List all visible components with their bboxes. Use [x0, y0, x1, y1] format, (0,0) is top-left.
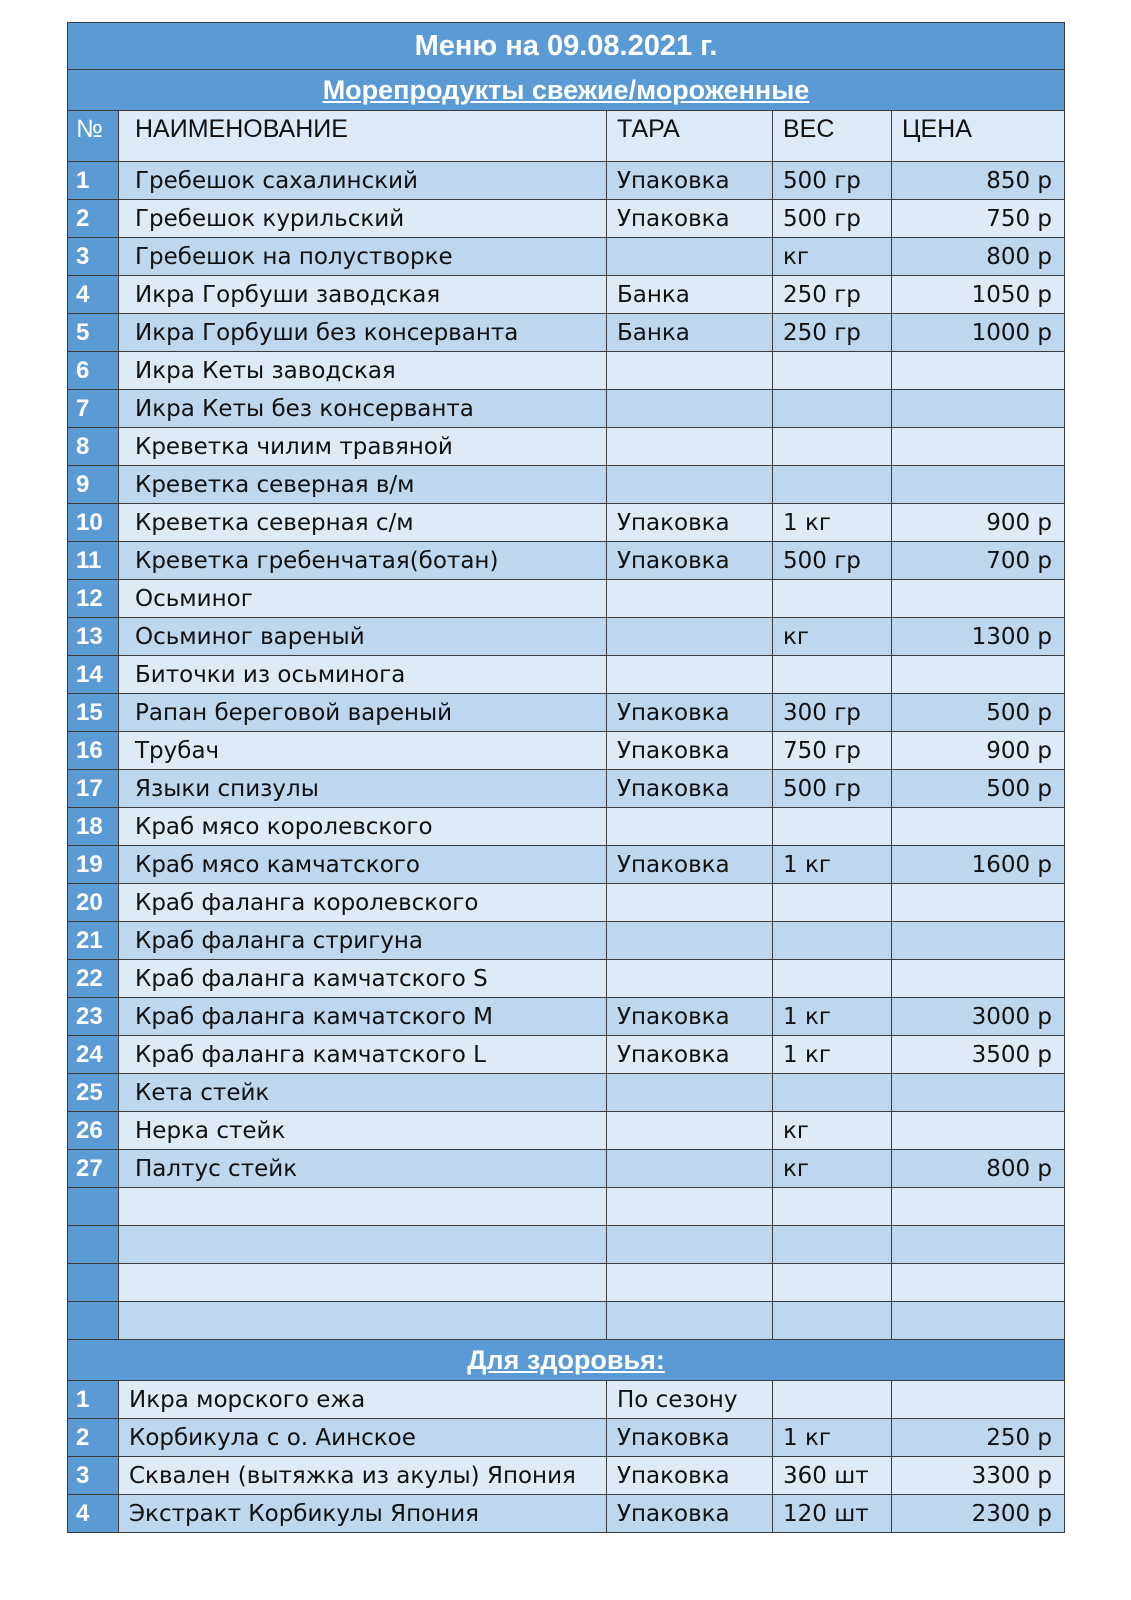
item-name: [119, 1302, 607, 1340]
item-weight: [773, 1381, 892, 1419]
item-name: Рапан береговой вареный: [119, 694, 607, 732]
item-tara: [607, 960, 773, 998]
item-number: 4: [68, 1495, 119, 1533]
item-price: 500 р: [892, 694, 1065, 732]
item-tara: [607, 466, 773, 504]
item-weight: кг: [773, 238, 892, 276]
item-tara: [607, 1074, 773, 1112]
item-price: 250 р: [892, 1419, 1065, 1457]
item-name: Осьминог: [119, 580, 607, 618]
item-weight: 1 кг: [773, 998, 892, 1036]
item-weight: [773, 1302, 892, 1340]
item-weight: 120 шт: [773, 1495, 892, 1533]
item-number: 14: [68, 656, 119, 694]
column-header-tara: ТАРА: [607, 111, 773, 162]
item-tara: Упаковка: [607, 162, 773, 200]
item-price: 1600 р: [892, 846, 1065, 884]
section1-heading-row: [68, 70, 1065, 111]
item-price: 750 р: [892, 200, 1065, 238]
table-row: [68, 504, 1065, 542]
item-weight: [773, 466, 892, 504]
item-name: Трубач: [119, 732, 607, 770]
table-row: [68, 1302, 1065, 1340]
column-header-name: НАИМЕНОВАНИЕ: [119, 111, 607, 162]
table-row: [68, 1188, 1065, 1226]
item-tara: [607, 580, 773, 618]
item-price: [892, 1264, 1065, 1302]
item-price: [892, 1074, 1065, 1112]
item-price: [892, 808, 1065, 846]
item-weight: кг: [773, 618, 892, 656]
item-price: 700 р: [892, 542, 1065, 580]
item-number: 5: [68, 314, 119, 352]
item-weight: кг: [773, 1150, 892, 1188]
item-price: 1000 р: [892, 314, 1065, 352]
table-row: [68, 314, 1065, 352]
section1-heading: Морепродукты свежие/мороженные: [68, 70, 1065, 111]
item-tara: Упаковка: [607, 1457, 773, 1495]
item-weight: 250 гр: [773, 276, 892, 314]
item-name: Биточки из осьминога: [119, 656, 607, 694]
item-number: 19: [68, 846, 119, 884]
item-tara: Упаковка: [607, 504, 773, 542]
item-price: 1050 р: [892, 276, 1065, 314]
item-weight: 500 гр: [773, 200, 892, 238]
item-name: Гребешок курильский: [119, 200, 607, 238]
item-price: 900 р: [892, 504, 1065, 542]
item-number: 18: [68, 808, 119, 846]
item-number: 26: [68, 1112, 119, 1150]
item-weight: [773, 352, 892, 390]
item-weight: [773, 808, 892, 846]
item-weight: [773, 656, 892, 694]
item-number: [68, 1302, 119, 1340]
title-row: [68, 23, 1065, 70]
item-price: 800 р: [892, 238, 1065, 276]
item-tara: [607, 238, 773, 276]
item-tara: Упаковка: [607, 846, 773, 884]
item-tara: [607, 922, 773, 960]
item-price: [892, 466, 1065, 504]
item-weight: [773, 1264, 892, 1302]
table-row: [68, 1264, 1065, 1302]
item-tara: [607, 352, 773, 390]
item-number: 21: [68, 922, 119, 960]
item-name: [119, 1188, 607, 1226]
item-weight: [773, 960, 892, 998]
table-row: [68, 922, 1065, 960]
table-row: [68, 770, 1065, 808]
item-tara: [607, 1112, 773, 1150]
item-name: Икра морского ежа: [119, 1381, 607, 1419]
item-number: 6: [68, 352, 119, 390]
item-number: 1: [68, 162, 119, 200]
item-tara: По сезону: [607, 1381, 773, 1419]
item-number: 13: [68, 618, 119, 656]
item-price: [892, 1381, 1065, 1419]
item-name: Икра Кеты без консерванта: [119, 390, 607, 428]
item-price: [892, 352, 1065, 390]
table-row: [68, 808, 1065, 846]
item-number: [68, 1226, 119, 1264]
item-tara: [607, 808, 773, 846]
item-price: [892, 960, 1065, 998]
item-tara: Упаковка: [607, 1419, 773, 1457]
item-name: Креветка северная с/м: [119, 504, 607, 542]
item-name: Корбикула с о. Аинское: [119, 1419, 607, 1457]
item-number: 1: [68, 1381, 119, 1419]
table-row: [68, 276, 1065, 314]
item-name: Языки спизулы: [119, 770, 607, 808]
item-weight: [773, 922, 892, 960]
item-number: 4: [68, 276, 119, 314]
item-tara: Упаковка: [607, 770, 773, 808]
table-row: [68, 656, 1065, 694]
item-name: Краб фаланга королевского: [119, 884, 607, 922]
item-price: [892, 580, 1065, 618]
item-number: 10: [68, 504, 119, 542]
item-number: 15: [68, 694, 119, 732]
item-name: Креветка чилим травяной: [119, 428, 607, 466]
table-row: [68, 1495, 1065, 1533]
item-name: Сквален (вытяжка из акулы) Япония: [119, 1457, 607, 1495]
column-header-ves: ВЕС: [773, 111, 892, 162]
item-name: Краб фаланга камчатского S: [119, 960, 607, 998]
item-name: Краб фаланга стригуна: [119, 922, 607, 960]
item-tara: [607, 1264, 773, 1302]
item-tara: Упаковка: [607, 998, 773, 1036]
item-number: 12: [68, 580, 119, 618]
page-title: Меню на 09.08.2021 г.: [68, 23, 1065, 70]
table-row: [68, 352, 1065, 390]
item-number: 17: [68, 770, 119, 808]
item-tara: Банка: [607, 314, 773, 352]
item-number: 11: [68, 542, 119, 580]
item-weight: 1 кг: [773, 1036, 892, 1074]
table-row: [68, 1381, 1065, 1419]
item-weight: [773, 884, 892, 922]
item-name: Креветка северная в/м: [119, 466, 607, 504]
item-tara: [607, 884, 773, 922]
item-weight: кг: [773, 1112, 892, 1150]
item-name: [119, 1226, 607, 1264]
item-name: Икра Горбуши заводская: [119, 276, 607, 314]
item-name: Икра Горбуши без консерванта: [119, 314, 607, 352]
item-weight: 360 шт: [773, 1457, 892, 1495]
item-price: 500 р: [892, 770, 1065, 808]
section2-heading-row: [68, 1340, 1065, 1381]
item-tara: [607, 1150, 773, 1188]
item-price: [892, 922, 1065, 960]
item-tara: [607, 618, 773, 656]
item-weight: [773, 1226, 892, 1264]
item-tara: [607, 1226, 773, 1264]
item-name: Палтус стейк: [119, 1150, 607, 1188]
table-row: [68, 200, 1065, 238]
item-weight: 1 кг: [773, 846, 892, 884]
table-row: [68, 162, 1065, 200]
item-price: 2300 р: [892, 1495, 1065, 1533]
item-price: 800 р: [892, 1150, 1065, 1188]
item-name: Осьминог вареный: [119, 618, 607, 656]
item-number: [68, 1264, 119, 1302]
table-row: [68, 466, 1065, 504]
item-tara: Упаковка: [607, 694, 773, 732]
item-weight: 1 кг: [773, 1419, 892, 1457]
item-weight: [773, 390, 892, 428]
table-row: [68, 618, 1065, 656]
item-price: [892, 1112, 1065, 1150]
item-tara: Банка: [607, 276, 773, 314]
table-row: [68, 428, 1065, 466]
item-tara: [607, 390, 773, 428]
item-number: 3: [68, 1457, 119, 1495]
item-price: [892, 390, 1065, 428]
item-weight: 250 гр: [773, 314, 892, 352]
item-number: 2: [68, 1419, 119, 1457]
item-name: Краб мясо королевского: [119, 808, 607, 846]
item-number: [68, 1188, 119, 1226]
item-weight: 500 гр: [773, 162, 892, 200]
column-header-row: [68, 111, 1065, 162]
table-row: [68, 580, 1065, 618]
table-row: [68, 884, 1065, 922]
item-price: 3500 р: [892, 1036, 1065, 1074]
item-tara: Упаковка: [607, 200, 773, 238]
item-tara: Упаковка: [607, 732, 773, 770]
item-tara: [607, 656, 773, 694]
item-weight: [773, 1188, 892, 1226]
item-tara: [607, 1302, 773, 1340]
table-row: [68, 1419, 1065, 1457]
column-header-price: ЦЕНА: [892, 111, 1065, 162]
table-row: [68, 732, 1065, 770]
item-tara: Упаковка: [607, 1036, 773, 1074]
item-name: Икра Кеты заводская: [119, 352, 607, 390]
item-weight: 300 гр: [773, 694, 892, 732]
item-name: [119, 1264, 607, 1302]
table-row: [68, 846, 1065, 884]
item-price: [892, 1302, 1065, 1340]
table-row: [68, 1112, 1065, 1150]
menu-sheet: [67, 22, 1064, 1533]
table-row: [68, 1226, 1065, 1264]
item-number: 27: [68, 1150, 119, 1188]
item-number: 23: [68, 998, 119, 1036]
item-number: 20: [68, 884, 119, 922]
item-name: Креветка гребенчатая(ботан): [119, 542, 607, 580]
item-tara: Упаковка: [607, 1495, 773, 1533]
table-row: [68, 694, 1065, 732]
item-name: Экстракт Корбикулы Япония: [119, 1495, 607, 1533]
table-row: [68, 238, 1065, 276]
item-tara: [607, 1188, 773, 1226]
item-number: 25: [68, 1074, 119, 1112]
item-number: 22: [68, 960, 119, 998]
table-row: [68, 1150, 1065, 1188]
item-weight: 500 гр: [773, 770, 892, 808]
item-price: 3000 р: [892, 998, 1065, 1036]
item-number: 2: [68, 200, 119, 238]
item-name: Гребешок сахалинский: [119, 162, 607, 200]
item-price: 850 р: [892, 162, 1065, 200]
item-price: [892, 884, 1065, 922]
item-weight: [773, 1074, 892, 1112]
item-price: 3300 р: [892, 1457, 1065, 1495]
item-weight: [773, 580, 892, 618]
item-price: 1300 р: [892, 618, 1065, 656]
table-row: [68, 1074, 1065, 1112]
menu-table: [67, 22, 1065, 1533]
item-name: Краб фаланга камчатского L: [119, 1036, 607, 1074]
column-header-num: №: [68, 111, 119, 162]
item-weight: 1 кг: [773, 504, 892, 542]
item-price: 900 р: [892, 732, 1065, 770]
item-price: [892, 1226, 1065, 1264]
table-row: [68, 390, 1065, 428]
table-row: [68, 998, 1065, 1036]
item-number: 7: [68, 390, 119, 428]
section2-heading: Для здоровья:: [68, 1340, 1065, 1381]
item-name: Нерка стейк: [119, 1112, 607, 1150]
table-row: [68, 542, 1065, 580]
item-weight: [773, 428, 892, 466]
item-name: Краб фаланга камчатского M: [119, 998, 607, 1036]
table-row: [68, 960, 1065, 998]
item-number: 3: [68, 238, 119, 276]
item-number: 9: [68, 466, 119, 504]
item-number: 8: [68, 428, 119, 466]
item-tara: [607, 428, 773, 466]
table-row: [68, 1457, 1065, 1495]
item-weight: 500 гр: [773, 542, 892, 580]
table-row: [68, 1036, 1065, 1074]
item-tara: Упаковка: [607, 542, 773, 580]
item-number: 16: [68, 732, 119, 770]
item-price: [892, 428, 1065, 466]
item-price: [892, 1188, 1065, 1226]
item-name: Краб мясо камчатского: [119, 846, 607, 884]
item-weight: 750 гр: [773, 732, 892, 770]
item-name: Гребешок на полустворке: [119, 238, 607, 276]
item-name: Кета стейк: [119, 1074, 607, 1112]
item-number: 24: [68, 1036, 119, 1074]
item-price: [892, 656, 1065, 694]
